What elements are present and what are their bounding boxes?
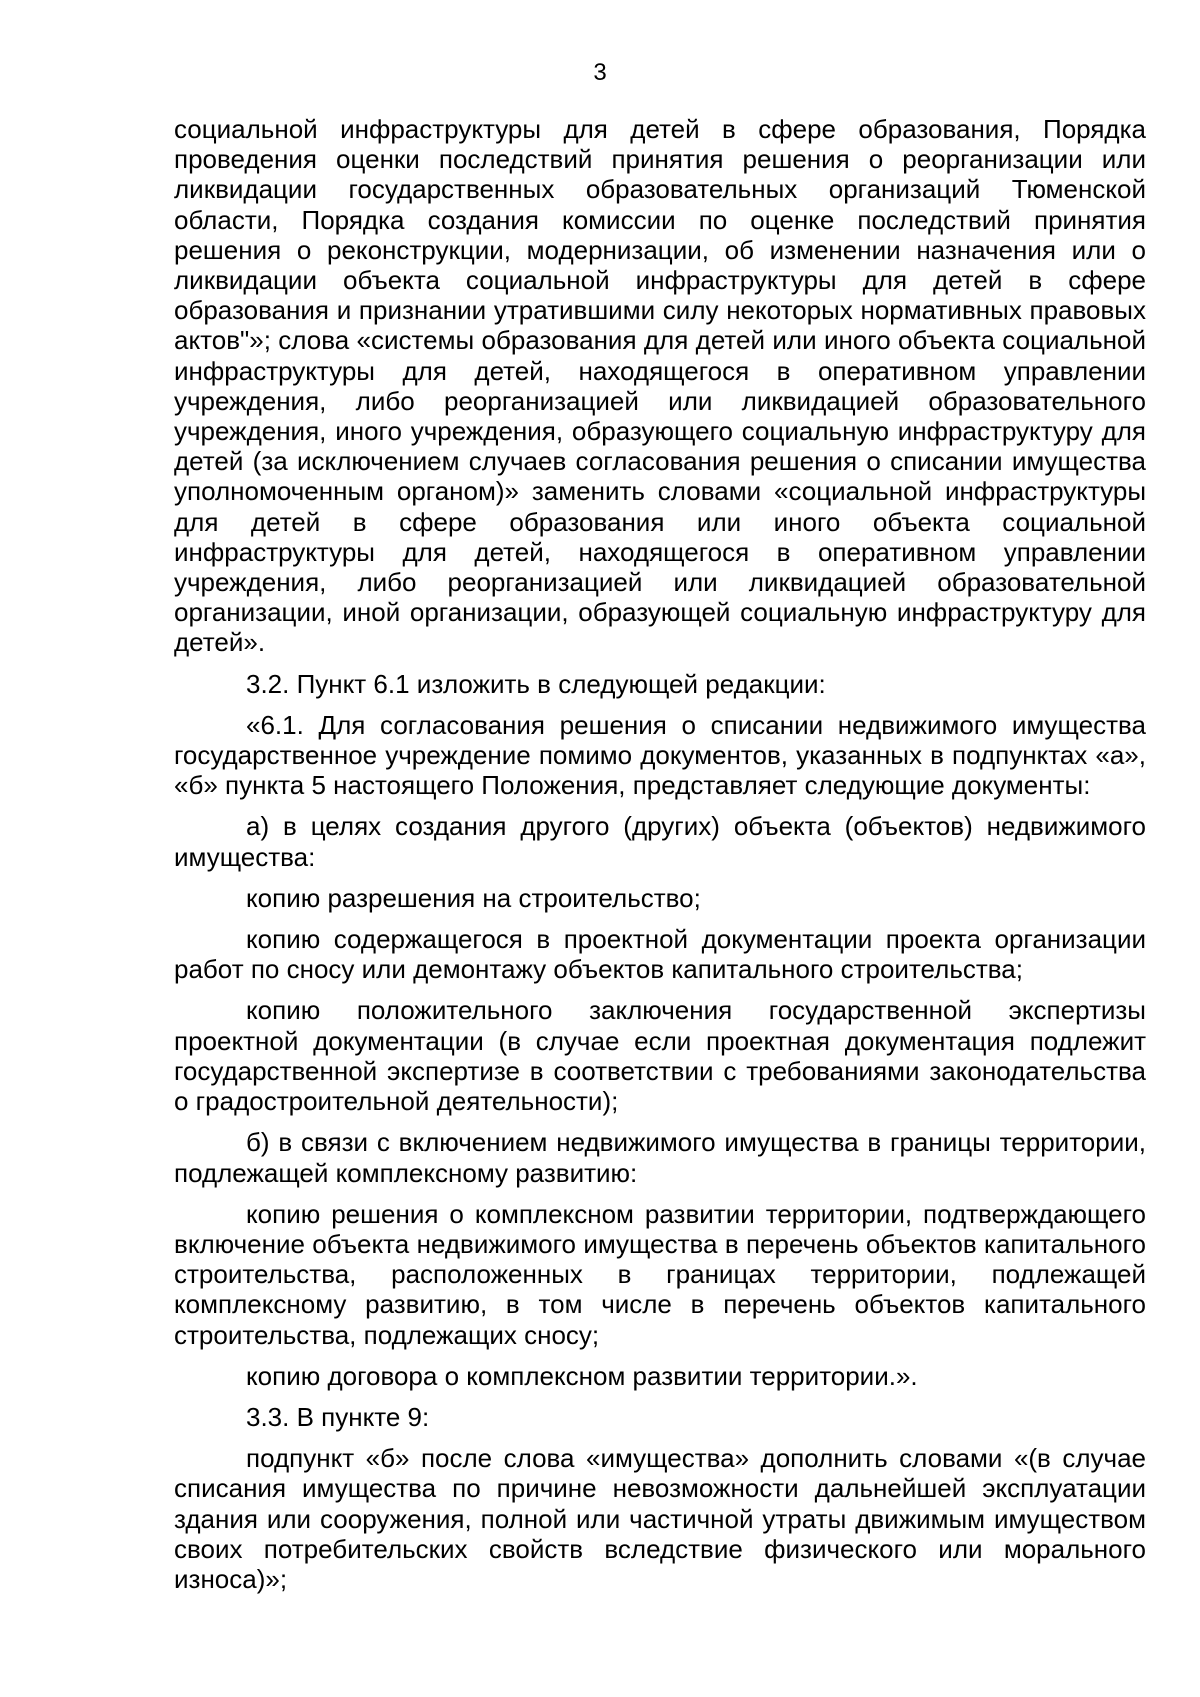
paragraph-6-1: «6.1. Для согласования решения о списании недвижимого имущества государственное учреждение помимо документов, указанных в подпунктах «а», «б» пункта 5 настоящего Положения, представляет следующие документы:: [174, 709, 1146, 801]
paragraph-subitem-b-amendment: подпункт «б» после слова «имущества» дополнить словами «(в случае списания имущества по причине невозможности дальнейшей эксплуатации здания или сооружения, полной или частичной утраты движимым имуществом своих потребительских свойств вследствие физического или морального износа)»;: [174, 1443, 1146, 1594]
paragraph-3-3: 3.3. В пункте 9:: [246, 1401, 430, 1432]
paragraph-continuation: социальной инфраструктуры для детей в сфере образования, Порядка проведения оценки последствий принятия решения о реорганизации или ликвидации государственных образовательных организаций Тюменской области, Порядка создания комиссии по оценке последствий принятия решения о реконструкции, модернизации, об изменении назначения или о ликвидации объекта социальной инфраструктуры для детей в сфере образования и признании утратившими силу некоторых нормативных правовых актов"»; слова «системы образования для детей или иного объекта социальной инфраструктуры для детей, находящегося в оперативном управлении учреждения, либо реорганизацией или ликвидацией образовательного учреждения, иного учреждения, образующего социальную инфраструктуру для детей (за исключением случаев согласования решения о списании имущества уполномоченным органом)» заменить словами «социальной инфраструктуры для детей в сфере образования или иного объекта социальной инфраструктуры для детей, находящегося в оперативном управлении учреждения, либо реорганизацией или ликвидацией образовательной организации, иной организации, образующей социальную инфраструктуру для детей».: [174, 114, 1146, 658]
paragraph-development-contract: копию договора о комплексном развитии территории.».: [246, 1360, 918, 1391]
paragraph-subitem-b: б) в связи с включением недвижимого имущества в границы территории, подлежащей комплексному развитию:: [174, 1127, 1146, 1188]
paragraph-3-2: 3.2. Пункт 6.1 изложить в следующей редакции:: [246, 668, 826, 699]
document-body: [174, 114, 1146, 1605]
page-number: 3: [593, 59, 607, 86]
paragraph-demolition-project: копию содержащегося в проектной документации проекта организации работ по сносу или демонтажу объектов капитального строительства;: [174, 924, 1146, 985]
paragraph-development-decision: копию решения о комплексном развитии территории, подтверждающего включение объекта недвижимого имущества в перечень объектов капитального строительства, расположенных в границах территории, подлежащей комплексному развитию, в том числе в перечень объектов капитального строительства, подлежащих сносу;: [174, 1198, 1146, 1350]
paragraph-subitem-a: а) в целях создания другого (других) объекта (объектов) недвижимого имущества:: [174, 811, 1146, 872]
paragraph-building-permit: копию разрешения на строительство;: [246, 882, 701, 913]
paragraph-expertise-conclusion: копию положительного заключения государственной экспертизы проектной документации (в случае если проектная документация подлежит государственной экспертизе в соответствии с требованиями законодательства о градостроительной деятельности);: [174, 995, 1146, 1117]
